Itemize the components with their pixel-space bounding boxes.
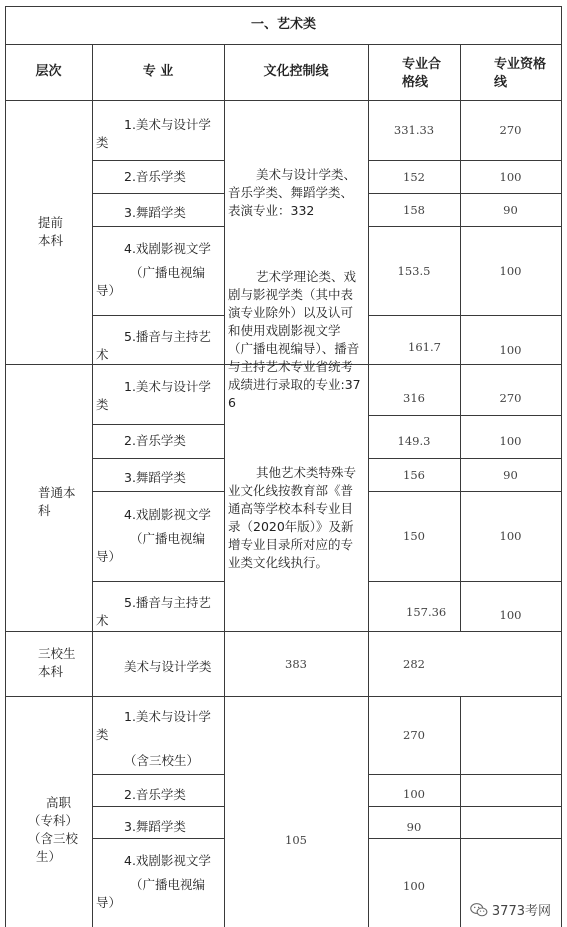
major-cell: [96, 506, 222, 578]
major-text: 术: [96, 347, 109, 362]
wechat-icon: [470, 902, 488, 918]
major-cell: [96, 328, 222, 364]
pass-line-value: 282: [403, 656, 425, 671]
major-text: 3.舞蹈学类: [124, 819, 186, 834]
header-pass-line-a: 专业合: [402, 57, 442, 72]
column-rule: [460, 696, 461, 927]
row-rule: [92, 774, 224, 775]
row-rule: [92, 193, 224, 194]
row-rule: [92, 160, 224, 161]
row-rule: [92, 806, 224, 807]
group-label-vocational: [28, 794, 92, 890]
major-text: 4.戏剧影视文学: [124, 507, 211, 522]
group-label-line: 高职: [46, 795, 72, 810]
pass-line-value: 157.36: [406, 605, 447, 619]
major-text: 类: [96, 135, 109, 150]
major-text: 4.戏剧影视文学: [124, 241, 211, 256]
row-rule: [92, 838, 224, 839]
major-text: 类: [96, 727, 109, 742]
qual-line-value: 100: [499, 169, 522, 184]
pass-line-value: 161.7: [408, 340, 441, 354]
pass-line-value: 152: [403, 169, 425, 184]
major-text: 导）: [96, 549, 122, 564]
qual-line-value: 100: [499, 263, 522, 278]
section-title: 一、艺术类: [250, 17, 316, 32]
watermark: [468, 900, 553, 919]
major-text: （广播电视编: [130, 877, 206, 892]
header-major: 专 业: [142, 64, 174, 79]
major-text: （含三校生）: [124, 753, 200, 768]
row-rule: [92, 424, 224, 425]
header-pass-line: [368, 56, 460, 100]
major-cell: [96, 240, 222, 312]
pass-line-value: 100: [403, 787, 425, 801]
qual-line-value: 100: [499, 529, 522, 543]
header-qual-line: [460, 56, 561, 100]
major-text: 3.舞蹈学类: [124, 205, 186, 220]
culture-note-2: 艺术学理论类、戏剧与影视学类（其中表演专业除外）以及认可和使用戏剧影视文学（广播电视编导）、播音与主持艺术专业省统考成绩进行录取的专业:376: [228, 269, 361, 410]
qual-line-value: 100: [499, 343, 522, 357]
column-rule: [92, 44, 93, 927]
row-rule: [92, 581, 224, 582]
major-text: 2.音乐学类: [124, 787, 186, 802]
group-label-line: 三校生: [38, 646, 76, 661]
column-rule: [224, 44, 225, 927]
header-pass-line-b: 格线: [402, 75, 429, 90]
group-label-line: 普通本: [38, 485, 76, 500]
group-label-three-schools: [38, 645, 92, 689]
group-label-regular: [38, 484, 92, 528]
group-label-line: （含三校: [28, 831, 79, 846]
group-label-line: 生）: [36, 849, 62, 864]
pass-line-value: 156: [403, 467, 425, 482]
culture-note-1: 美术与设计学类、音乐学类、舞蹈学类、表演专业：332: [228, 167, 357, 218]
group-label-line: 本科: [38, 664, 64, 679]
major-text: 术: [96, 613, 109, 628]
major-cell: [96, 708, 222, 772]
pass-line-value: 90: [406, 820, 422, 834]
group-label-early: [38, 214, 92, 258]
group-label-line: 科: [38, 503, 51, 518]
major-text: 2.音乐学类: [124, 433, 186, 448]
culture-line-three-schools: 383: [285, 656, 307, 671]
pass-line-value: 158: [403, 202, 425, 217]
major-text: 5.播音与主持艺: [124, 329, 211, 344]
qual-line-value: 90: [503, 202, 518, 217]
major-cell: [96, 116, 222, 160]
table-border-left: [5, 6, 6, 927]
major-text: 3.舞蹈学类: [124, 470, 186, 485]
major-text: 美术与设计学类: [124, 659, 212, 674]
culture-line-vocational: 105: [285, 833, 307, 847]
pass-line-value: 270: [403, 728, 425, 742]
group-label-line: （专科）: [28, 813, 79, 828]
pass-line-value: 149.3: [397, 434, 431, 448]
row-rule: [92, 458, 224, 459]
major-text: （广播电视编: [130, 265, 206, 280]
major-text: 1.美术与设计学: [124, 117, 211, 132]
pass-line-value: 331.33: [393, 123, 435, 137]
pass-line-value: 316: [403, 390, 425, 405]
row-rule: [368, 415, 561, 416]
watermark-text: 3773考网: [491, 904, 551, 919]
header-level: 层次: [35, 64, 62, 79]
culture-note-3: 其他艺术类特殊专业文化线按教育部《普通高等学校本科专业目录（2020年版）》及新增专业目录所对应的专业类文化线执行。: [228, 465, 357, 570]
row-rule: [368, 315, 561, 316]
qual-line-value: 100: [499, 434, 522, 448]
pass-line-value: 153.5: [397, 263, 431, 278]
major-text: 4.戏剧影视文学: [124, 853, 211, 868]
header-culture-line: 文化控制线: [263, 64, 329, 79]
qual-line-value: 270: [499, 390, 522, 405]
major-text: 2.音乐学类: [124, 169, 186, 184]
row-rule: [92, 491, 224, 492]
row-rule: [92, 226, 224, 227]
major-text: （广播电视编: [130, 531, 206, 546]
major-cell: [96, 852, 222, 924]
major-text: 5.播音与主持艺: [124, 595, 211, 610]
row-rule: [368, 581, 561, 582]
header-qual-line-b: 线: [494, 75, 508, 90]
major-cell: [96, 378, 222, 422]
pass-line-value: 150: [403, 529, 425, 543]
major-cell: [96, 594, 222, 630]
group-label-line: 提前: [38, 215, 64, 230]
pass-line-value: 100: [403, 878, 425, 893]
qual-line-value: 90: [503, 467, 518, 482]
group-rule: [5, 696, 562, 697]
row-rule: [92, 315, 224, 316]
table-border-right: [561, 6, 562, 927]
header-qual-line-a: 专业资格: [494, 57, 547, 72]
major-text: 导）: [96, 895, 122, 910]
qual-line-value: 100: [499, 608, 522, 622]
group-label-line: 本科: [38, 233, 64, 248]
major-text: 类: [96, 397, 109, 412]
qual-line-value: 270: [499, 123, 522, 137]
major-text: 1.美术与设计学: [124, 379, 211, 394]
major-text: 1.美术与设计学: [124, 709, 211, 724]
major-text: 导）: [96, 283, 122, 298]
